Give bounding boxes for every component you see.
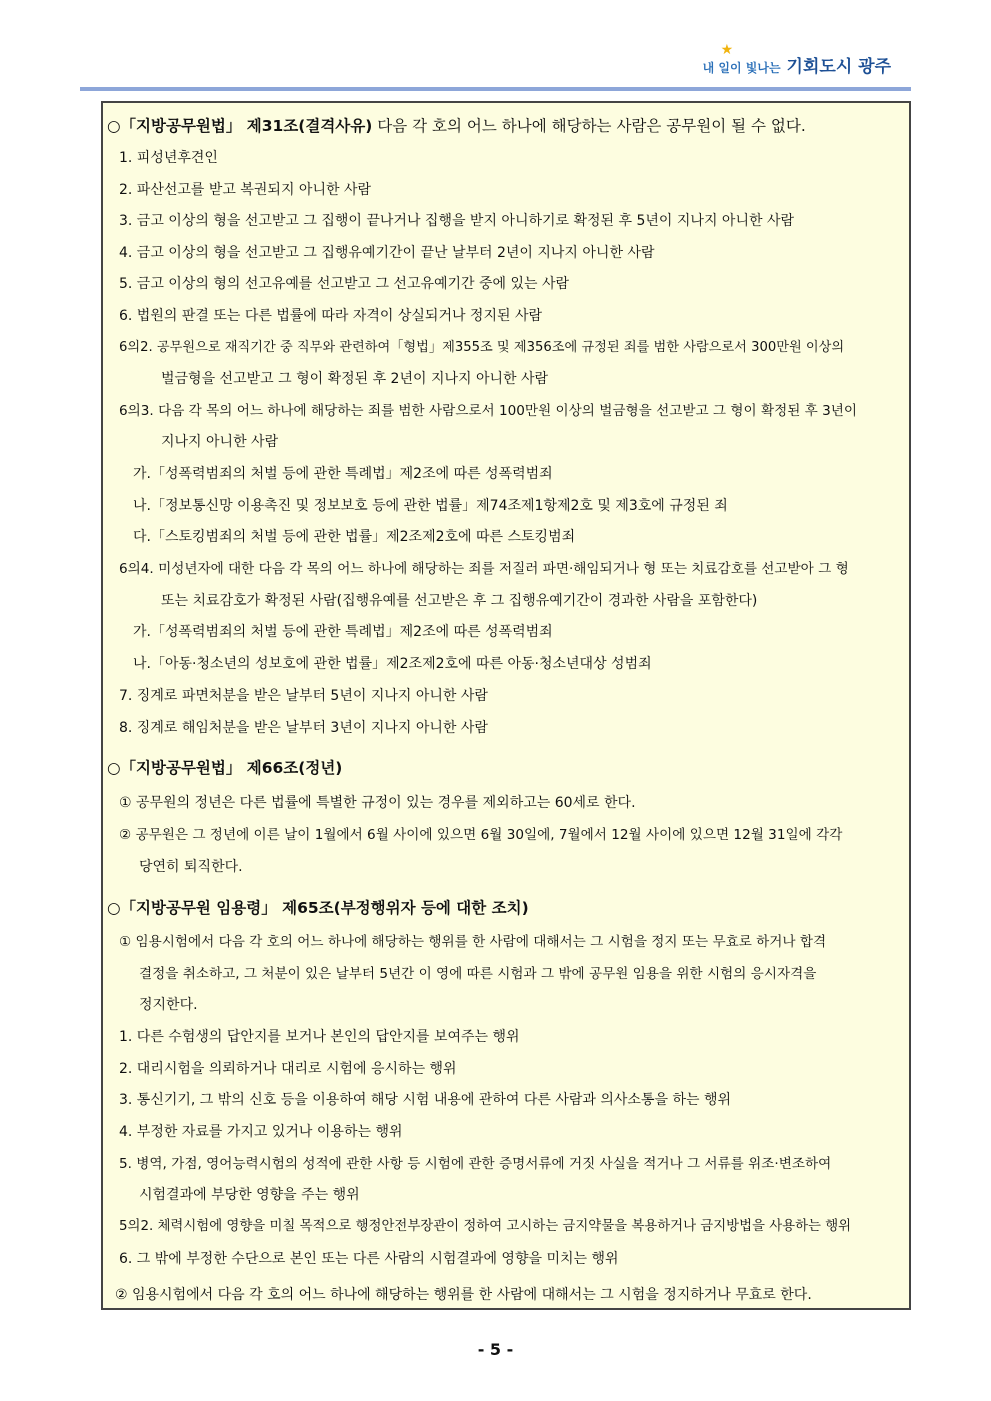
header-logo xyxy=(702,42,891,77)
list-item: 3. 통신기기, 그 밖의 신호 등을 이용하여 해당 시험 내용에 관하여 다른 사람과 의사소통을 하는 행위 xyxy=(119,1092,731,1108)
paragraph-continued: 정지한다. xyxy=(139,997,198,1013)
list-item-continued: 지나지 아니한 사람 xyxy=(161,434,279,450)
list-item: 2. 파산선고를 받고 복권되지 아니한 사람 xyxy=(119,182,371,198)
list-item-continued: 또는 치료감호가 확정된 사람(집행유예를 선고받은 후 그 집행유예기간이 경과한 사람을 포함한다) xyxy=(161,593,758,609)
paragraph: ① 공무원의 정년은 다른 법률에 특별한 규정이 있는 경우를 제외하고는 60세로 한다. xyxy=(119,795,636,811)
list-item: 5의2. 체력시험에 영향을 미칠 목적으로 행정안전부장관이 정하여 고시하는 금지약물을 복용하거나 금지방법을 사용하는 행위 xyxy=(119,1219,852,1234)
list-item-continued: 벌금형을 선고받고 그 형이 확정된 후 2년이 지나지 아니한 사람 xyxy=(161,371,549,387)
list-item: 4. 금고 이상의 형을 선고받고 그 집행유예기간이 끝난 날부터 2년이 지나지 아니한 사람 xyxy=(119,245,655,261)
section-title: ○「지방공무원 임용령」 제65조(부정행위자 등에 대한 조치) xyxy=(107,899,529,917)
list-item: 6의3. 다음 각 목의 어느 하나에 해당하는 죄를 범한 사람으로서 100만원 이상의 벌금형을 선고받고 그 형이 확정된 후 3년이 xyxy=(119,403,858,419)
list-item: 6의2. 공무원으로 재직기간 중 직무와 관련하여「형법」제355조 및 제356조에 규정된 죄를 범한 사람으로서 300만원 이상의 xyxy=(119,340,845,355)
list-item: 3. 금고 이상의 형을 선고받고 그 집행이 끝나거나 집행을 받지 아니하기로 확정된 후 5년이 지나지 아니한 사람 xyxy=(119,213,794,229)
sub-item: 나.「아동·청소년의 성보호에 관한 법률」제2조제2호에 따른 아동·청소년대상 성범죄 xyxy=(133,656,652,672)
list-item-continued: 시험결과에 부당한 영향을 주는 행위 xyxy=(139,1187,360,1203)
section-heading xyxy=(107,898,529,918)
sub-item: 가.「성폭력범죄의 처벌 등에 관한 특례법」제2조에 따른 성폭력범죄 xyxy=(133,624,553,640)
sub-item: 다.「스토킹범죄의 처벌 등에 관한 법률」제2조제2호에 따른 스토킹범죄 xyxy=(133,529,576,545)
section-intro: 다음 각 호의 어느 하나에 해당하는 사람은 공무원이 될 수 없다. xyxy=(372,117,806,135)
list-item: 8. 징계로 해임처분을 받은 날부터 3년이 지나지 아니한 사람 xyxy=(119,720,488,736)
content-box xyxy=(101,101,911,1310)
section-title: ○「지방공무원법」 제31조(결격사유) xyxy=(107,117,373,135)
list-item: 2. 대리시험을 의뢰하거나 대리로 시험에 응시하는 행위 xyxy=(119,1061,457,1077)
logo-city-name: 기회도시 광주 xyxy=(786,57,891,77)
list-item: 4. 부정한 자료를 가지고 있거나 이용하는 행위 xyxy=(119,1124,403,1140)
list-item: 6. 법원의 판결 또는 다른 법률에 따라 자격이 상실되거나 정지된 사람 xyxy=(119,308,543,324)
paragraph-continued: 결정을 취소하고, 그 처분이 있은 날부터 5년간 이 영에 따른 시험과 그 밖에 공무원 임용을 위한 시험의 응시자격을 xyxy=(139,966,817,982)
list-item: 6의4. 미성년자에 대한 다음 각 목의 어느 하나에 해당하는 죄를 저질러 파면·해임되거나 형 또는 치료감호를 선고받아 그 형 xyxy=(119,561,849,577)
list-item: 7. 징계로 파면처분을 받은 날부터 5년이 지나지 아니한 사람 xyxy=(119,688,488,704)
list-item: 6. 그 밖에 부정한 수단으로 본인 또는 다른 사람의 시험결과에 영향을 미치는 행위 xyxy=(119,1251,619,1267)
paragraph: ① 임용시험에서 다음 각 호의 어느 하나에 해당하는 행위를 한 사람에 대해서는 그 시험을 정지 또는 무효로 하거나 합격 xyxy=(119,934,827,950)
section-title: ○「지방공무원법」 제66조(정년) xyxy=(107,759,343,777)
list-item: 5. 금고 이상의 형의 선고유예를 선고받고 그 선고유예기간 중에 있는 사람 xyxy=(119,276,570,292)
logo-slogan: 내 일이 빛나는 xyxy=(702,61,781,75)
paragraph: ② 공무원은 그 정년에 이른 날이 1월에서 6월 사이에 있으면 6월 30일에, 7월에서 12월 사이에 있으면 12월 31일에 각각 xyxy=(119,827,843,843)
star-icon: ★ xyxy=(720,42,734,58)
paragraph: ② 임용시험에서 다음 각 호의 어느 하나에 해당하는 행위를 한 사람에 대해서는 그 시험을 정지하거나 무효로 한다. xyxy=(115,1287,812,1303)
paragraph-continued: 당연히 퇴직한다. xyxy=(139,859,243,875)
header-rule xyxy=(80,87,911,91)
list-item: 1. 피성년후견인 xyxy=(119,150,218,166)
page-number: - 5 - xyxy=(477,1340,514,1359)
list-item: 1. 다른 수험생의 답안지를 보거나 본인의 답안지를 보여주는 행위 xyxy=(119,1029,520,1045)
sub-item: 가.「성폭력범죄의 처벌 등에 관한 특례법」제2조에 따른 성폭력범죄 xyxy=(133,466,553,482)
list-item: 5. 병역, 가점, 영어능력시험의 성적에 관한 사항 등 시험에 관한 증명서류에 거짓 사실을 적거나 그 서류를 위조·변조하여 xyxy=(119,1156,832,1172)
section-heading xyxy=(107,116,806,136)
section-heading xyxy=(107,758,342,778)
sub-item: 나.「정보통신망 이용촉진 및 정보보호 등에 관한 법률」제74조제1항제2호 및 제3호에 규정된 죄 xyxy=(133,498,728,514)
